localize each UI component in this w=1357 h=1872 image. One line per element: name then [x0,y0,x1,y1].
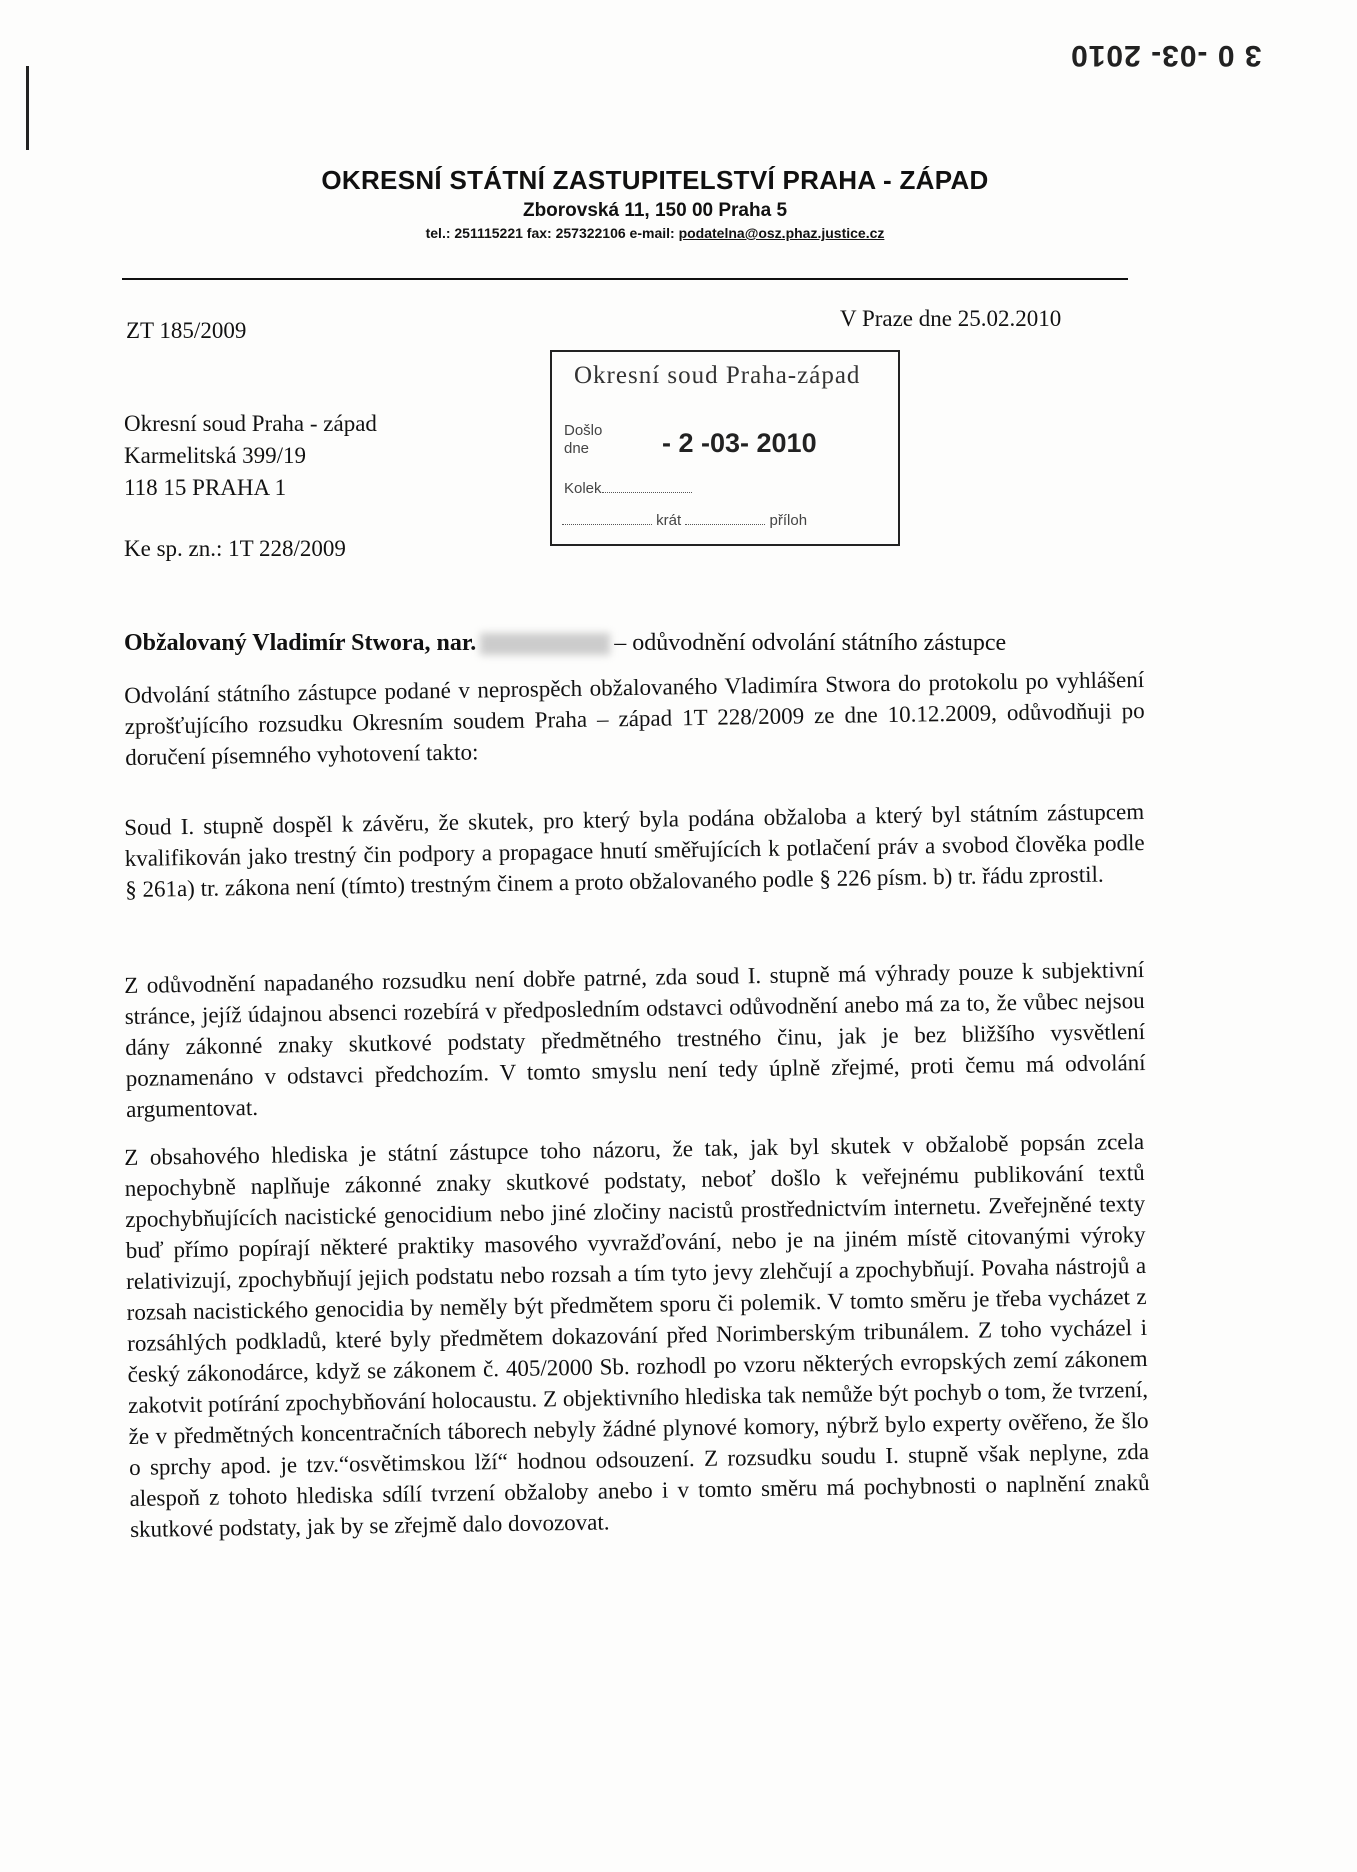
attachments-label: příloh [769,512,808,529]
count-dots [562,524,652,525]
fee-row [564,480,692,497]
place-date: V Praze dne 25.02.2010 [840,306,1062,331]
paragraph-4: Z obsahového hlediska je státní zástupce toho názoru, že tak, jak byl skutek v obžalobě popsán zcela nepochybně naplňuje zákonné znaky skutkové podstaty, neboť došlo k veřejnému publikování textů zpochybňujících nacistické genocidium nebo jiné zločiny nacistů prostřednictvím internetu. Zveřejněné texty buď přímo popírají některé praktiky masového vyvražďování, nebo je na jiném místě citovanými výroky relativizují, zpochybňují jejich podstatu nebo rozsah a tím tyto jevy zlehčují a zpochybňují. Povaha nástrojů a rozsah nacistického genocidia by neměly být předmětem sporu či polemik. V tomto směru je třeba vycházet z rozsáhlých podkladů, které byly předmětem dokazování před Norimberským tribunálem. Z toho vycházel i český zákonodárce, když se zákonem č. 405/2000 Sb. rozhodl po vzoru některých evropských zemí zákonem zakotvit potírání zpochybňování holocaustu. Z objektivního hlediska tak nemůže být pochyb o tom, že tvrzení, že v předmětných koncentračních táborech nebyly žádné plynové komory, nýbrž bylo experty ověřeno, že šlo o sprchy apod. je tzv.“osvětimskou lží“ hodnou odsouzení. Z rozsudku soudu I. stupně však neplyne, zda alespoň z tohoto hlediska sdílí tvrzení obžaloby anebo i v tomto směru má pochybnosti o naplnění znaků skutkové podstaty, jak by se zřejmě dalo dovozovat. [124,1128,1150,1542]
received-date: - 2 -03- 2010 [662,428,817,458]
letterhead-divider [122,278,1128,280]
letterhead-email: podatelna@osz.phaz.justice.cz [678,225,885,241]
margin-mark [26,66,29,150]
letterhead-title: OKRESNÍ STÁTNÍ ZASTUPITELSTVÍ PRAHA - ZÁPAD [321,165,989,195]
reference-number: ZT 185/2009 [126,318,247,343]
paragraph-1: Odvolání státního zástupce podané v neprospěch obžalovaného Vladimíra Stwora do protokolu po vyhlášení zprošťujícího rozsudku Okresním soudem Praha – západ 1T 228/2009 ze dne 10.12.2009, odůvodňuji po doručení písemného vyhotovení takto: [124,666,1145,770]
letterhead-phone-fax: tel.: 251115221 fax: 257322106 e-mail: [425,225,679,241]
letterhead [120,165,1190,241]
case-number: Ke sp. zn.: 1T 228/2009 [124,536,346,561]
received-stamp-court: Okresní soud Praha-západ [574,362,861,389]
recipient-line-2: Karmelitská 399/19 [124,443,307,468]
subject-rest: – odůvodnění odvolání státního zástupce [614,630,1007,656]
received-stamp [550,350,900,546]
received-label-1: Došlo [564,422,603,439]
times-label: krát [656,512,682,529]
paragraph-3: Z odůvodnění napadaného rozsudku není dobře patrné, zda soud I. stupně má výhrady pouze k subjektivní stránce, jejíž údajnou absenci rozebírá v předposledním odstavci odůvodnění anebo má za to, že vůbec nejsou dány zákonné znaky skutkové podstaty předmětného trestného činu, jak je bez bližšího vysvětlení poznamenáno v odstavci předchozím. V tomto smyslu není tedy úplně zřejmé, proti čemu má odvolání argumentovat. [124,956,1146,1122]
recipient-address [124,408,377,504]
fee-label: Kolek [564,480,602,497]
letterhead-contact [120,225,1190,241]
received-label-2: dne [564,440,590,457]
paragraph-2: Soud I. stupně dospěl k závěru, že skutek, pro který byla podána obžaloba a který byl státním zástupcem kvalifikován jako trestný čin podpory a propagace hnutí směřujících k potlačení práv a svobod člověka podle § 261a) tr. zákona není (tímto) trestným činem a proto obžalovaného podle § 226 písm. b) tr. řádu zprostil. [124,798,1145,902]
recipient-line-1: Okresní soud Praha - západ [124,411,377,436]
letterhead-address: Zborovská 11, 150 00 Praha 5 [522,200,788,221]
recipient-line-3: 118 15 PRAHA 1 [124,475,287,500]
attachment-dots [685,524,765,525]
fee-dots [602,492,692,493]
count-row [562,512,807,529]
corner-date-stamp: 3 0 -03- 2010 [1070,39,1262,72]
subject-bold: Obžalovaný Vladimír Stwora, nar. [124,630,477,656]
subject-line [124,630,1006,657]
redacted-birthdate [480,633,610,655]
